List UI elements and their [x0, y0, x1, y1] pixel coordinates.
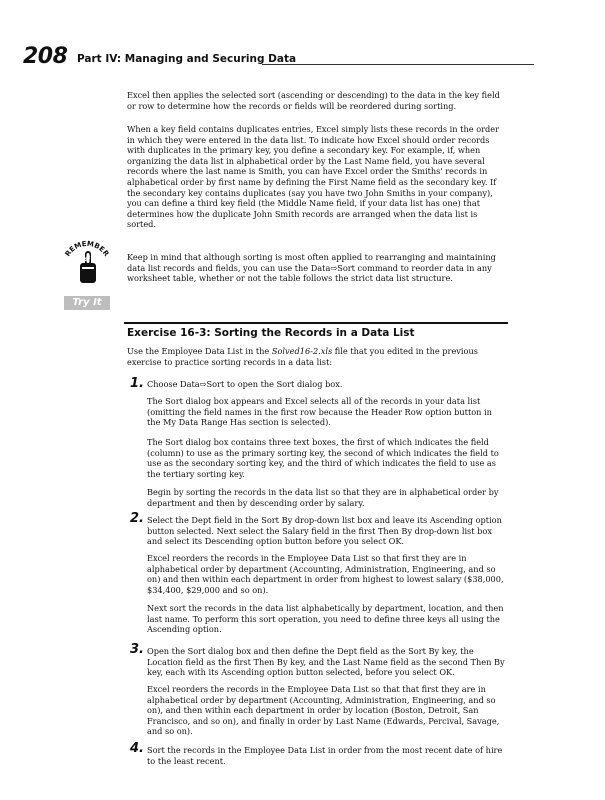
remember-icon [58, 237, 116, 293]
step-text: Select the Dept field in the Sort By drop-down list box and leave its Ascending option button selected. Next select the Salary field in the first Then By drop-down list box and select its Descending option button before you select OK. [147, 515, 502, 547]
page-number: 208 [23, 44, 68, 69]
step-text: Choose Data⇨Sort to open the Sort dialog box. [147, 379, 343, 389]
step-detail: Begin by sorting the records in the data list so that they are in alphabetical order by department and then by descending order by salary. [147, 487, 499, 508]
remember-label: REMEMBER [63, 239, 111, 258]
try-it-tag: Try It [64, 296, 110, 310]
intro-text-before: Use the Employee Data List in the [127, 346, 272, 356]
part-title: Part IV: Managing and Securing Data [77, 53, 297, 65]
body-paragraph-2: When a key field contains duplicates entries, Excel simply lists these records in the order in which they were entered in the data list. To indicate how Excel should order records with duplicates in the primary key, you define a secondary key. For example, if, when organizing the data list in alphabetical order by the Last Name field, you have several records where the last name is Smith, you can have Excel order the Smiths' records in alphabetical order by first name by defining the First Name field as the secondary key. If the secondary key contains duplicates (say you have two John Smiths in your company), you can define a third key field (the Middle Name field, if your data list has one) that determines how the duplicate John Smith records are arranged when the data list is sorted. [127, 124, 500, 230]
exercise-title: Exercise 16-3: Sorting the Records in a Data List [127, 327, 415, 339]
intro-text-after: file that you edited in the previous exercise to practice sorting records in a data list: [127, 346, 478, 367]
intro-filename: Solved16-2.xls [271, 346, 333, 356]
step-number: 3. [130, 642, 144, 657]
finger-string-icon [80, 251, 96, 283]
body-paragraph-3: Keep in mind that although sorting is most often applied to rearranging and maintaining data list records and fields, you can use the Data⇨Sort command to reorder data in any worksheet table, whether or not the table follows the strict data list structure. [127, 252, 496, 284]
step-number: 1. [130, 376, 144, 391]
step-detail: Next sort the records in the data list alphabetically by department, location, and then last name. To perform this sort operation, you need to define three keys all using the Ascending option. [147, 603, 504, 635]
step-detail: The Sort dialog box contains three text boxes, the first of which indicates the field (column) to use as the primary sorting key, the second of which indicates the field to use as the secondary sorting key, and the third of which indicates the field to use as the tertiary sorting key. [147, 437, 499, 479]
step-detail: Excel reorders the records in the Employee Data List so that first they are in alphabetical order by department (Accounting, Administration, Engineering, and so on) and then within each department in order from highest to lowest salary ($38,000, $34,400, $29,000 and so on). [147, 553, 504, 595]
step-text: Open the Sort dialog box and then define the Dept field as the Sort By key, the Location field as the first Then By key, and the Last Name field as the second Then By key, each with its Ascending option button selected, before you select OK. [147, 646, 505, 678]
header-rule [262, 64, 534, 65]
step-detail: Excel reorders the records in the Employee Data List so that that first they are in alphabetical order by department (Accounting, Administration, Engineering, and so on), and then within each department in order by location (Boston, Detroit, San Francisco, and so on), and finally in order by Last Name (Edwards, Percival, Savage, and so on). [147, 684, 500, 737]
step-detail: The Sort dialog box appears and Excel selects all of the records in your data list (omitting the field names in the first row because the Header Row option button in the My Data Range Has section is selected). [147, 396, 492, 428]
step-number: 4. [130, 741, 144, 756]
step-number: 2. [130, 511, 144, 526]
exercise-intro [127, 346, 505, 367]
body-paragraph-1: Excel then applies the selected sort (ascending or descending) to the data in the key field or row to determine how the records or fields will be reordered during sorting. [127, 90, 500, 111]
step-text: Sort the records in the Employee Data List in order from the most recent date of hire to the least recent. [147, 745, 503, 766]
exercise-rule [124, 322, 508, 324]
